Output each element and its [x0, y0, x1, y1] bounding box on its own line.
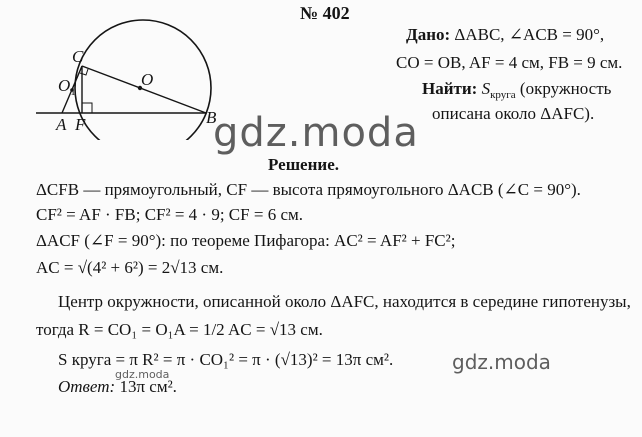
solution-line-4: AC = √(4² + 6²) = 2√13 см. — [36, 258, 224, 277]
answer-line: Ответ: 13π см². — [58, 377, 177, 396]
solution-line-2: CF² = AF · FB; CF² = 4 · 9; CF = 6 см. — [36, 205, 303, 224]
watermark-main: gdz.moda — [213, 110, 419, 156]
right-angle-mark-f — [82, 103, 92, 113]
solution-line-1: ΔCFB — прямоугольный, CF — высота прямоугольного ΔACB (∠C = 90°). — [36, 180, 581, 199]
label-b: B — [206, 108, 217, 127]
label-o: O — [141, 70, 154, 89]
watermark-small: gdz.moda — [115, 368, 170, 381]
solution-line-3: ΔACF (∠F = 90°): по теореме Пифагора: AC² = AF² + FC²; — [36, 231, 456, 250]
right-angle-mark-c — [80, 69, 88, 75]
solution-line-5: Центр окружности, описанной около ΔAFC, находится в середине гипотенузы, — [58, 292, 631, 311]
solution-title: Решение. — [268, 155, 339, 174]
given-line-2: CO = OB, AF = 4 см, FB = 9 см. — [396, 53, 623, 72]
label-o1: $O_1$ — [58, 76, 76, 98]
label-f: F — [75, 115, 86, 134]
find-line: Найти: $S_{круга}$ (окружность — [422, 79, 612, 101]
label-c: C — [72, 47, 84, 66]
given-line-1: Дано: ΔABC, ∠ACB = 90°, — [406, 25, 605, 44]
solution-line-7: S круга = π R² = π · CO₁² = π · (√13)² = 13π см². — [58, 350, 394, 369]
watermark-bottom: gdz.moda — [452, 350, 551, 374]
label-a: A — [56, 115, 67, 134]
given-line-4: описана около ΔAFC). — [432, 104, 595, 123]
problem-number: № 402 — [300, 3, 350, 23]
solution-line-6: тогда R = CO₁ = O₁A = 1/2 AC = √13 см. — [36, 320, 323, 339]
